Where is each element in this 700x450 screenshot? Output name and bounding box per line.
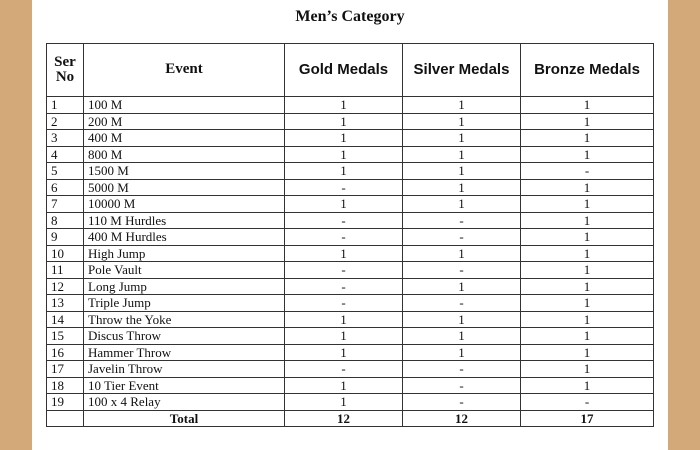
row-event: Long Jump xyxy=(84,278,285,295)
row-bronze: 1 xyxy=(521,179,654,196)
row-gold: - xyxy=(285,212,403,229)
row-event: 800 M xyxy=(84,146,285,163)
header-silver: Silver Medals xyxy=(403,44,521,97)
row-silver: 1 xyxy=(403,97,521,114)
row-ser-no: 19 xyxy=(47,394,84,411)
row-bronze: - xyxy=(521,163,654,180)
row-bronze: 1 xyxy=(521,377,654,394)
row-bronze: 1 xyxy=(521,344,654,361)
row-event: 200 M xyxy=(84,113,285,130)
table-row xyxy=(47,278,654,295)
total-bronze: 17 xyxy=(521,410,654,427)
row-event: Javelin Throw xyxy=(84,361,285,378)
table-row xyxy=(47,262,654,279)
row-event: 400 M Hurdles xyxy=(84,229,285,246)
row-bronze: 1 xyxy=(521,212,654,229)
row-ser-no: 15 xyxy=(47,328,84,345)
table-row xyxy=(47,130,654,147)
header-event: Event xyxy=(84,44,285,97)
row-bronze: 1 xyxy=(521,97,654,114)
row-bronze: 1 xyxy=(521,311,654,328)
row-silver: 1 xyxy=(403,311,521,328)
row-silver: 1 xyxy=(403,278,521,295)
row-silver: - xyxy=(403,295,521,312)
header-gold: Gold Medals xyxy=(285,44,403,97)
row-gold: - xyxy=(285,295,403,312)
table-row xyxy=(47,113,654,130)
row-gold: - xyxy=(285,262,403,279)
medals-table xyxy=(46,43,654,427)
table-row xyxy=(47,295,654,312)
row-silver: 1 xyxy=(403,130,521,147)
row-gold: 1 xyxy=(285,196,403,213)
table-row xyxy=(47,229,654,246)
row-ser-no: 12 xyxy=(47,278,84,295)
table-row xyxy=(47,377,654,394)
table-row xyxy=(47,97,654,114)
row-gold: 1 xyxy=(285,163,403,180)
row-gold: 1 xyxy=(285,97,403,114)
row-ser-no: 16 xyxy=(47,344,84,361)
row-silver: 1 xyxy=(403,328,521,345)
total-label: Total xyxy=(84,410,285,427)
row-silver: 1 xyxy=(403,245,521,262)
total-gold: 12 xyxy=(285,410,403,427)
page-title: Men’s Category xyxy=(295,8,405,25)
row-event: 110 M Hurdles xyxy=(84,212,285,229)
row-gold: - xyxy=(285,278,403,295)
row-event: 400 M xyxy=(84,130,285,147)
row-silver: 1 xyxy=(403,146,521,163)
row-bronze: 1 xyxy=(521,196,654,213)
row-silver: - xyxy=(403,361,521,378)
row-event: 100 x 4 Relay xyxy=(84,394,285,411)
total-row xyxy=(47,410,654,427)
row-ser-no: 4 xyxy=(47,146,84,163)
row-silver: - xyxy=(403,377,521,394)
table-body xyxy=(47,97,654,411)
header-ser-no: Ser No xyxy=(47,44,84,97)
row-gold: 1 xyxy=(285,146,403,163)
table-row xyxy=(47,361,654,378)
row-ser-no: 18 xyxy=(47,377,84,394)
row-silver: - xyxy=(403,394,521,411)
row-bronze: 1 xyxy=(521,295,654,312)
row-ser-no: 13 xyxy=(47,295,84,312)
table-row xyxy=(47,328,654,345)
row-bronze: 1 xyxy=(521,361,654,378)
row-bronze: 1 xyxy=(521,113,654,130)
row-event: 1500 M xyxy=(84,163,285,180)
row-gold: 1 xyxy=(285,377,403,394)
row-silver: - xyxy=(403,262,521,279)
row-bronze: 1 xyxy=(521,229,654,246)
row-bronze: 1 xyxy=(521,130,654,147)
row-ser-no: 1 xyxy=(47,97,84,114)
header-bronze: Bronze Medals xyxy=(521,44,654,97)
row-gold: 1 xyxy=(285,245,403,262)
row-event: Hammer Throw xyxy=(84,344,285,361)
row-ser-no: 8 xyxy=(47,212,84,229)
row-ser-no: 5 xyxy=(47,163,84,180)
row-ser-no: 7 xyxy=(47,196,84,213)
row-ser-no: 6 xyxy=(47,179,84,196)
row-ser-no: 14 xyxy=(47,311,84,328)
row-ser-no: 11 xyxy=(47,262,84,279)
row-event: 10000 M xyxy=(84,196,285,213)
row-event: Pole Vault xyxy=(84,262,285,279)
table-row xyxy=(47,394,654,411)
row-gold: - xyxy=(285,179,403,196)
table-header-row xyxy=(47,44,654,97)
table-row xyxy=(47,179,654,196)
row-ser-no: 10 xyxy=(47,245,84,262)
row-bronze: 1 xyxy=(521,262,654,279)
table-row xyxy=(47,196,654,213)
row-silver: 1 xyxy=(403,179,521,196)
total-ser-cell xyxy=(47,410,84,427)
row-gold: 1 xyxy=(285,344,403,361)
row-ser-no: 17 xyxy=(47,361,84,378)
row-bronze: 1 xyxy=(521,278,654,295)
row-silver: 1 xyxy=(403,113,521,130)
row-gold: 1 xyxy=(285,328,403,345)
row-gold: 1 xyxy=(285,113,403,130)
row-gold: - xyxy=(285,229,403,246)
row-ser-no: 9 xyxy=(47,229,84,246)
row-silver: 1 xyxy=(403,344,521,361)
row-gold: 1 xyxy=(285,311,403,328)
row-bronze: 1 xyxy=(521,245,654,262)
row-gold: - xyxy=(285,361,403,378)
row-bronze: - xyxy=(521,394,654,411)
row-silver: 1 xyxy=(403,196,521,213)
row-gold: 1 xyxy=(285,394,403,411)
table-row xyxy=(47,245,654,262)
row-bronze: 1 xyxy=(521,328,654,345)
total-silver: 12 xyxy=(403,410,521,427)
row-ser-no: 2 xyxy=(47,113,84,130)
row-bronze: 1 xyxy=(521,146,654,163)
table-row xyxy=(47,146,654,163)
row-event: High Jump xyxy=(84,245,285,262)
row-event: 10 Tier Event xyxy=(84,377,285,394)
row-event: Discus Throw xyxy=(84,328,285,345)
row-silver: - xyxy=(403,212,521,229)
row-silver: 1 xyxy=(403,163,521,180)
table-row xyxy=(47,311,654,328)
row-event: Throw the Yoke xyxy=(84,311,285,328)
row-silver: - xyxy=(403,229,521,246)
row-event: Triple Jump xyxy=(84,295,285,312)
row-event: 100 M xyxy=(84,97,285,114)
row-ser-no: 3 xyxy=(47,130,84,147)
document-page xyxy=(32,0,668,450)
table-row xyxy=(47,344,654,361)
table-row xyxy=(47,212,654,229)
row-gold: 1 xyxy=(285,130,403,147)
row-event: 5000 M xyxy=(84,179,285,196)
table-row xyxy=(47,163,654,180)
